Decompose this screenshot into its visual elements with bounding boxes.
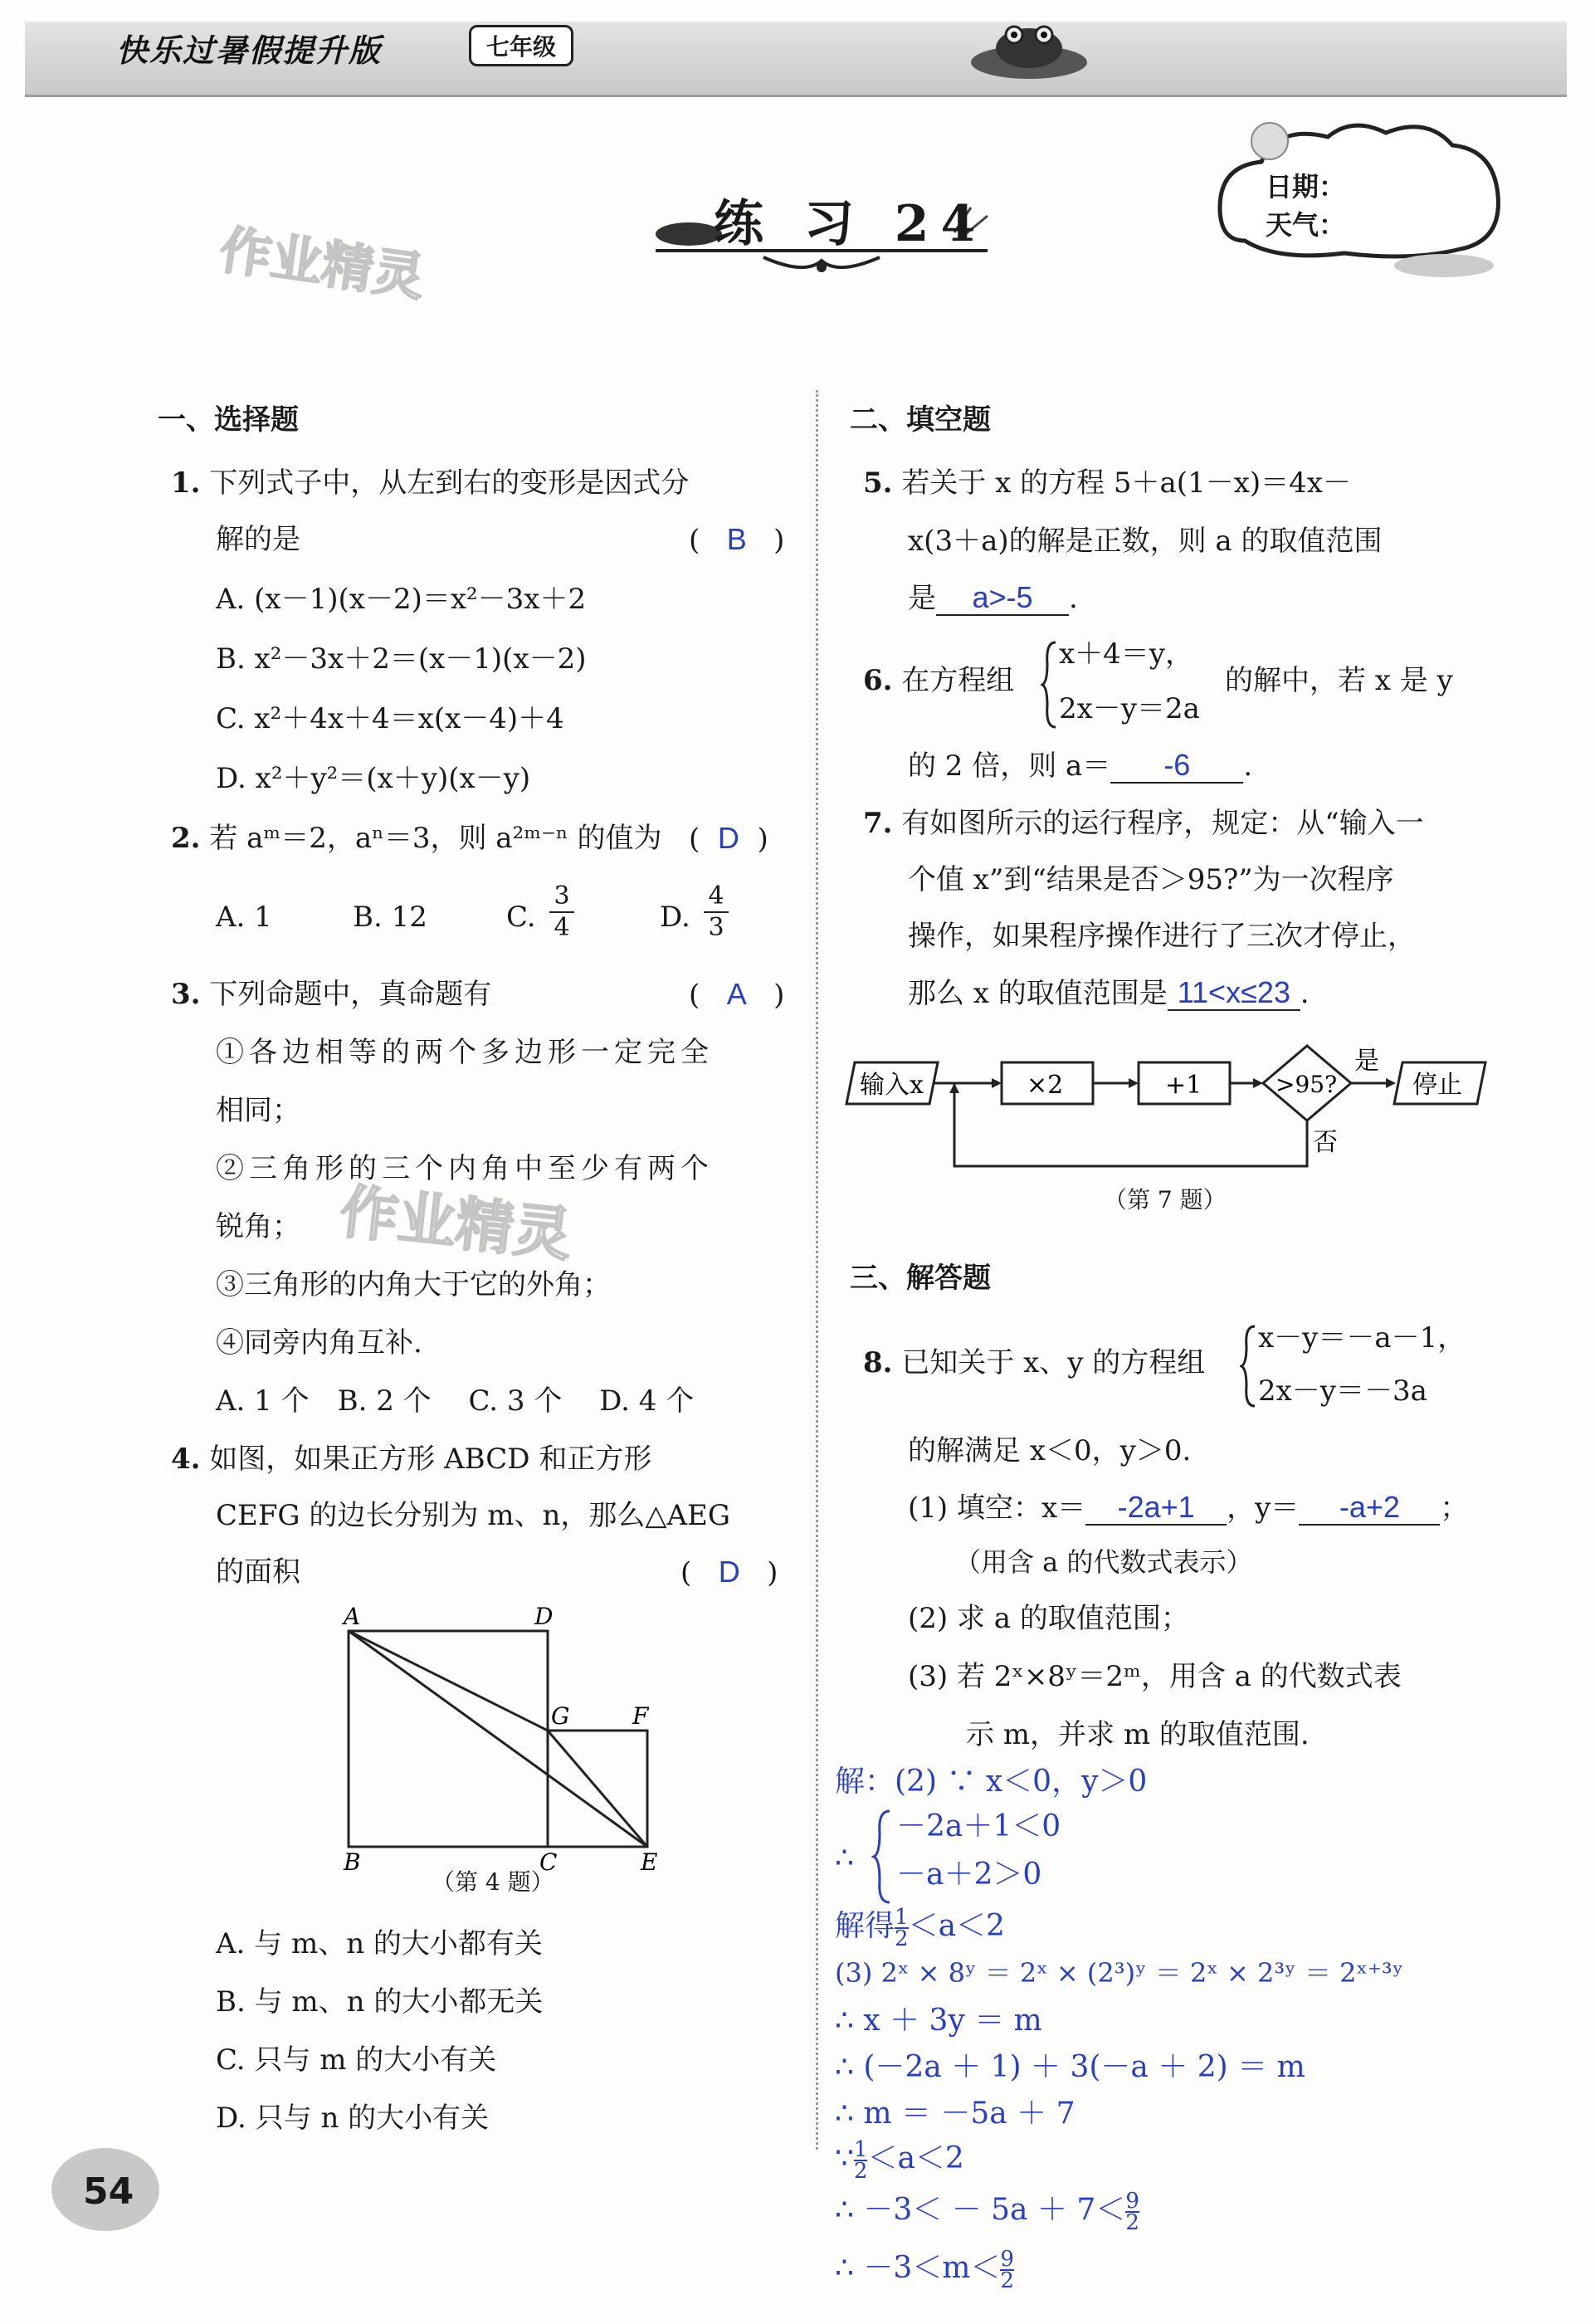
q4-stem2: CEFG 的边长分别为 m、n，那么△AEG xyxy=(216,1499,731,1532)
label-e: E xyxy=(641,1848,658,1872)
square-abcd xyxy=(349,1631,548,1847)
q1-stem-line1 xyxy=(171,466,689,500)
q7-l1: 有如图所示的运行程序，规定：从“输入一 xyxy=(901,807,1424,840)
flow-plus1-label: +1 xyxy=(1165,1071,1202,1100)
q7-l3: 操作，如果程序操作进行了三次才停止， xyxy=(908,920,1416,953)
q1-answer-bracket: ( B ) xyxy=(689,522,785,557)
column-divider xyxy=(816,390,818,2150)
section-answer-heading: 三、解答题 xyxy=(850,1262,991,1295)
q4-answer: D xyxy=(718,1555,740,1589)
label-b: B xyxy=(344,1848,361,1872)
date-label: 日期： xyxy=(1266,171,1346,203)
q7-l2: 个值 x”到“结果是否＞95?”为一次程序 xyxy=(908,863,1394,896)
q6-answer-blank: -6 xyxy=(1110,749,1243,784)
solution-frac-half: $\frac{1}{2}$ xyxy=(895,1905,909,1951)
q8-x-answer-blank: -2a+1 xyxy=(1085,1491,1227,1526)
flow-stop-label: 停止 xyxy=(1412,1071,1462,1100)
solution-line1: 解：(2) ∵ x＜0，y＞0 xyxy=(835,1765,1148,1799)
flow-no-label: 否 xyxy=(1313,1128,1338,1157)
segment-ag xyxy=(349,1631,548,1731)
q3-statement4: ④同旁内角互补. xyxy=(216,1326,422,1360)
frog-mascot-icon xyxy=(963,17,1095,83)
q6-brace-icon xyxy=(1041,639,1057,730)
q8-prefix: 已知关于 x、y 的方程组 xyxy=(901,1346,1206,1379)
q7-line1 xyxy=(863,807,1424,840)
watermark-top: 作业精灵 xyxy=(216,219,429,308)
watermark-middle: 作业精灵 xyxy=(336,1177,575,1270)
q6-prefix: 在方程组 xyxy=(901,664,1015,697)
q7-number: 7. xyxy=(863,807,893,840)
q5-l2: x(3＋a)的解是正数，则 a 的取值范围 xyxy=(908,525,1383,558)
solution-line9: ∴ －3＜ － 5a ＋ 7＜ $\frac{9}{2}$ xyxy=(835,2189,1139,2235)
label-c: C xyxy=(539,1848,558,1872)
q6-suffix: 的解中，若 x 是 y xyxy=(1225,664,1453,697)
flow-input-label: 输入x xyxy=(860,1071,924,1100)
q7-flowchart xyxy=(838,1038,1502,1187)
solution-line4: (3) 2ˣ × 8ʸ ＝ 2ˣ × (2³)ʸ ＝ 2ˣ × 2³ʸ ＝ 2ˣ⁺³ʸ xyxy=(835,1957,1404,1989)
q4-number: 4. xyxy=(171,1443,201,1476)
q8-eq1: x－y＝－a－1， xyxy=(1258,1321,1466,1355)
flow-yes-label: 是 xyxy=(1354,1047,1379,1076)
q4-option-d: D. 只与 n 的大小有关 xyxy=(216,2102,490,2135)
solution-brace-icon xyxy=(871,1808,893,1906)
q8-part2: (2) 求 a 的取值范围； xyxy=(908,1602,1189,1635)
q1-option-b: B. x²－3x＋2＝(x－1)(x－2) xyxy=(216,642,587,676)
q2-option-d-fraction: 4 3 xyxy=(704,881,729,943)
series-title: 快乐过暑假提升版 xyxy=(116,32,383,69)
q7-line4: 那么 x 的取值范围是 11<x≤23 . xyxy=(908,975,1310,1010)
q2-option-b: B. 12 xyxy=(353,901,427,934)
grade-badge: 七年级 xyxy=(469,25,573,66)
q8-l2: 的解满足 x＜0，y＞0. xyxy=(908,1434,1192,1467)
date-weather-cloud-icon xyxy=(1212,116,1510,282)
q6-eq2: 2x－y＝2a xyxy=(1059,692,1200,725)
q8-part3a: (3) 若 2ˣ×8ʸ＝2ᵐ，用含 a 的代数式表 xyxy=(908,1660,1402,1693)
solution-ineq2: －a＋2＞0 xyxy=(896,1858,1042,1892)
q2-option-c-fraction: 3 4 xyxy=(549,881,574,943)
solution-line8: ∵ $\frac{1}{2}$ ＜a＜2 xyxy=(835,2137,964,2184)
q3-statement2b: 锐角； xyxy=(216,1210,300,1243)
q7-caption: （第 7 题） xyxy=(1104,1186,1227,1213)
section-choice-heading: 一、选择题 xyxy=(158,403,299,437)
label-d: D xyxy=(534,1606,554,1630)
q1-answer: B xyxy=(726,522,747,556)
q3-options: A. 1 个 B. 2 个 C. 3 个 D. 4 个 xyxy=(216,1384,695,1418)
q8-eq2: 2x－y＝－3a xyxy=(1258,1374,1427,1408)
q5-number: 5. xyxy=(863,466,893,500)
q8-number: 8. xyxy=(863,1346,893,1379)
q8-part1-note: （用含 a 的代数式表示） xyxy=(954,1546,1253,1578)
q4-option-b: B. 与 m、n 的大小都无关 xyxy=(216,1985,544,2019)
solution-frac-half-2: $\frac{1}{2}$ xyxy=(853,2137,868,2184)
q2-option-c: C. xyxy=(506,901,536,934)
flow-check-label: >95? xyxy=(1276,1071,1338,1098)
q8-part3b: 示 m，并求 m 的取值范围. xyxy=(966,1718,1310,1751)
solution-line3: 解得 $\frac{1}{2}$ ＜a＜2 xyxy=(835,1905,1005,1951)
q5-l1: 若关于 x 的方程 5＋a(1－x)＝4x－ xyxy=(901,466,1351,500)
q2-option-a: A. 1 xyxy=(216,901,272,934)
q8-line1 xyxy=(863,1346,1205,1379)
q4-answer-bracket: ( D ) xyxy=(680,1555,778,1589)
q3-statement1a: ①各边相等的两个多边形一定完全 xyxy=(216,1036,714,1069)
q3-number: 3. xyxy=(171,978,201,1011)
solution-frac-nine-half: $\frac{9}{2}$ xyxy=(1125,2189,1139,2235)
solution-line7: ∴ m ＝ －5a ＋ 7 xyxy=(835,2097,1076,2131)
q6-line1 xyxy=(863,664,1014,697)
q5-line3: 是 a>-5 . xyxy=(908,580,1078,615)
solution-line10: ∴ －3＜m＜ $\frac{9}{2}$ xyxy=(835,2247,1014,2293)
q2-option-d: D. xyxy=(660,901,690,934)
solution-line5: ∴ x ＋ 3y ＝ m xyxy=(835,2004,1042,2038)
q6-number: 6. xyxy=(863,664,893,697)
label-a: A xyxy=(344,1606,361,1630)
label-f: F xyxy=(632,1702,649,1730)
q1-stem2: 解的是 xyxy=(216,523,300,556)
q8-brace-icon xyxy=(1240,1323,1256,1409)
solution-line6: ∴ (－2a ＋ 1) ＋ 3(－a ＋ 2) ＝ m xyxy=(835,2050,1305,2084)
q3-answer: A xyxy=(726,977,747,1011)
weather-label: 天气： xyxy=(1266,209,1346,241)
q5-line1 xyxy=(863,466,1351,500)
segment-ge xyxy=(548,1731,647,1847)
q4-caption: （第 4 题） xyxy=(432,1868,554,1896)
exercise-title: 练 习 24 xyxy=(714,195,988,253)
q6-eq1: x＋4＝y， xyxy=(1059,637,1194,671)
q8-y-answer-blank: -a+2 xyxy=(1299,1491,1440,1526)
q4-figure xyxy=(332,1606,664,1872)
label-g: G xyxy=(551,1702,570,1730)
q7-answer-blank: 11<x≤23 xyxy=(1168,976,1300,1011)
q1-option-c: C. x²＋4x＋4＝x(x－4)＋4 xyxy=(216,702,564,735)
q4-stem-line1 xyxy=(171,1443,651,1476)
solution-ineq1: －2a＋1＜0 xyxy=(896,1809,1061,1843)
q6-line2: 的 2 倍，则 a＝ -6 . xyxy=(908,748,1253,783)
q1-number: 1. xyxy=(171,466,201,500)
q4-stem1: 如图，如果正方形 ABCD 和正方形 xyxy=(209,1443,652,1476)
q2-answer: D xyxy=(717,821,739,855)
q1-option-a: A. (x－1)(x－2)＝x²－3x＋2 xyxy=(216,583,587,616)
q2-number: 2. xyxy=(171,822,201,855)
q4-stem3: 的面积 xyxy=(216,1555,300,1589)
q3-stem: 下列命题中，真命题有 xyxy=(209,978,492,1011)
solution-therefore-mark: ∴ xyxy=(835,1841,854,1875)
q3-answer-bracket: ( A ) xyxy=(689,977,785,1012)
q3-statement1b: 相同； xyxy=(216,1094,300,1127)
q3-stem-line xyxy=(171,978,491,1011)
q2-stem: 若 aᵐ＝2，aⁿ＝3，则 a²ᵐ⁻ⁿ 的值为 xyxy=(209,822,662,855)
q4-option-a: A. 与 m、n 的大小都有关 xyxy=(216,1927,543,1960)
q4-option-c: C. 只与 m 的大小有关 xyxy=(216,2043,497,2077)
q3-statement3: ③三角形的内角大于它的外角； xyxy=(216,1268,611,1301)
solution-frac-nine-half-2: $\frac{9}{2}$ xyxy=(1000,2247,1014,2293)
q1-option-d: D. x²＋y²＝(x＋y)(x－y) xyxy=(216,762,531,795)
q3-statement2a: ②三角形的三个内角中至少有两个 xyxy=(216,1152,714,1185)
page-number: 54 xyxy=(83,2170,134,2213)
q5-answer-blank: a>-5 xyxy=(936,581,1069,616)
section-fill-heading: 二、填空题 xyxy=(850,403,991,437)
segment-ae xyxy=(349,1631,647,1847)
q1-stem1: 下列式子中，从左到右的变形是因式分 xyxy=(209,466,690,500)
q8-part1: (1) 填空：x＝ -2a+1 ，y＝ -a+2 ； xyxy=(908,1490,1469,1525)
q2-stem-line xyxy=(171,822,662,855)
q2-answer-bracket: ( D ) xyxy=(689,821,768,856)
flow-times2-label: ×2 xyxy=(1027,1071,1064,1100)
